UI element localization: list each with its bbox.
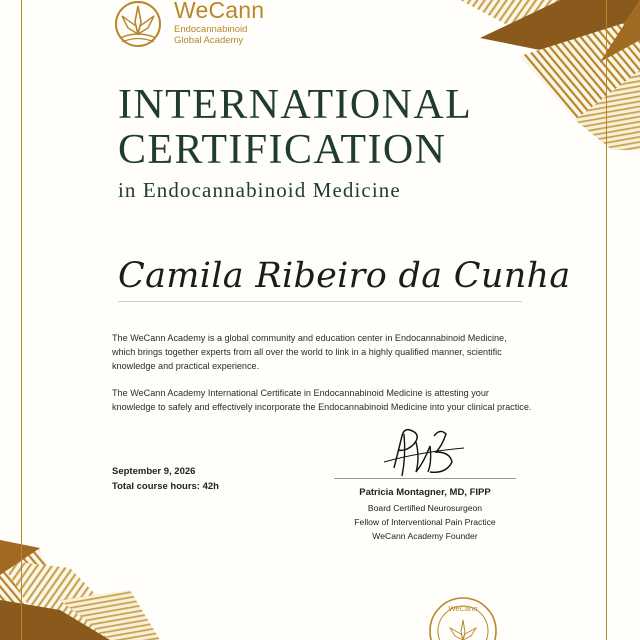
recipient-underline <box>118 301 522 302</box>
cannabis-leaf-in-circle-icon <box>112 0 164 52</box>
title-line1: INTERNATIONAL <box>118 82 473 128</box>
logo-subtitle-line2: Global Academy <box>174 35 244 46</box>
title-line2: CERTIFICATION <box>118 127 447 173</box>
paragraph-academy: The WeCann Academy is a global community and education center in Endocannabinoid Medicine, which brings together experts from all over the world to link in a highly qualified manner, scientific knowledge and practical experience. <box>112 333 507 372</box>
signature-line <box>334 478 516 479</box>
signer-title-1: Board Certified Neurosurgeon <box>367 503 483 513</box>
title-subtitle: in Endocannabinoid Medicine <box>118 178 401 202</box>
course-hours: Total course hours: 42h <box>112 481 219 492</box>
paragraph-certificate: The WeCann Academy International Certificate in Endocannabinoid Medicine is attesting your knowledge to safely and effectively incorporate the Endocannabinoid Medicine into your clinical practice. <box>112 388 532 413</box>
logo <box>112 0 272 56</box>
signer-title-3: WeCann Academy Founder <box>372 531 478 541</box>
signer-title-2: Fellow of Interventional Pain Practice <box>354 517 496 527</box>
logo-subtitle-line1: Endocannabinoid <box>174 24 248 35</box>
signature-image <box>380 422 470 484</box>
seal-text: WeCann <box>448 604 478 613</box>
signer-name: Patricia Montagner, MD, FIPP <box>359 487 491 498</box>
recipient-name: Camila Ribeiro da Cunha <box>118 256 571 296</box>
seal-icon <box>428 596 498 640</box>
logo-name: WeCann <box>174 0 265 23</box>
issue-date: September 9, 2026 <box>112 466 196 477</box>
